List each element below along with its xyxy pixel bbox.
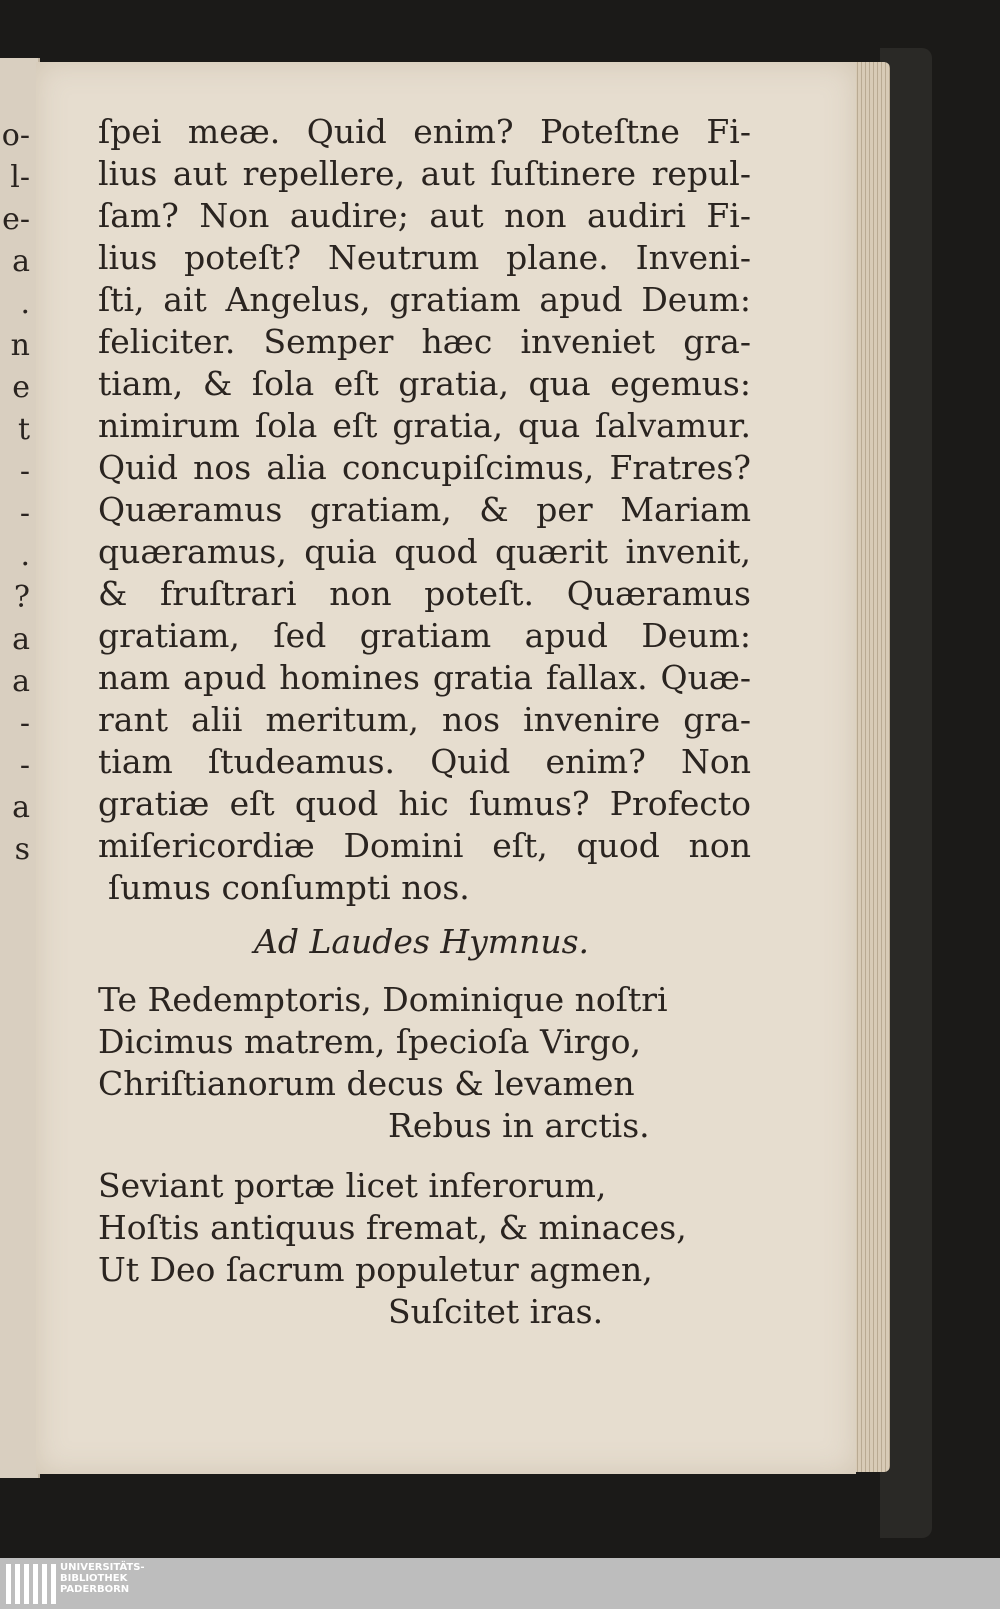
left-fragment: -: [19, 496, 30, 531]
prose-line: gratiam, ſed gratiam apud Deum:: [98, 616, 751, 655]
left-fragment: -: [19, 454, 30, 489]
prose-line: & fruſtrari non poteſt. Quæramus: [98, 574, 751, 613]
prose-line: rant alii meritum, nos invenire gra-: [98, 700, 751, 739]
left-fragment: a: [12, 664, 30, 699]
hymn-verse-short: Rebus in arctis.: [388, 1106, 650, 1145]
hymn-verse: Chriſtianorum decus & levamen: [98, 1064, 635, 1103]
left-fragment: o-: [1, 118, 30, 153]
prose-line: feliciter. Semper hæc inveniet gra-: [98, 322, 751, 361]
left-fragment: n: [10, 328, 30, 363]
prose-line: miſericordiæ Domini eſt, quod non: [98, 826, 751, 865]
left-fragment: e-: [2, 202, 30, 237]
hymn-verse-short: Suſcitet iras.: [388, 1292, 604, 1331]
logo-line: UNIVERSITÄTS-: [60, 1562, 145, 1573]
hymn-verse: Te Redemptoris, Dominique noſtri: [98, 980, 668, 1019]
left-fragment: ?: [13, 580, 30, 615]
left-fragment: -: [19, 748, 30, 783]
library-logo-text: [60, 1562, 145, 1595]
left-fragment: .: [20, 538, 30, 573]
prose-line: nimirum ſola eſt gratia, qua ſalvamur.: [98, 406, 751, 445]
previous-page-edge: [0, 58, 40, 1478]
prose-line: ſti, ait Angelus, gratiam apud Deum:: [98, 280, 751, 319]
prose-line: ſam? Non audire; aut non audiri Fi-: [98, 196, 751, 235]
left-fragment: t: [17, 412, 30, 447]
prose-line: lius poteſt? Neutrum plane. Inveni-: [98, 238, 751, 277]
left-fragment: l-: [10, 160, 30, 195]
left-fragment: s: [14, 832, 30, 867]
prose-line: gratiæ eſt quod hic ſumus? Profecto: [98, 784, 751, 823]
hymn-verse: Dicimus matrem, ſpecioſa Virgo,: [98, 1022, 642, 1061]
library-logo-icon: [6, 1564, 56, 1604]
left-fragment: e: [12, 370, 30, 405]
prose-line: Quid nos alia concupiſcimus, Fratres?: [98, 448, 751, 487]
prose-line: lius aut repellere, aut ſuſtinere repul-: [98, 154, 751, 193]
prose-line: quæramus, quia quod quærit invenit,: [98, 532, 751, 571]
prose-line: ſumus conſumpti nos.: [108, 868, 470, 907]
hymn-verse: Ut Deo ſacrum populetur agmen,: [98, 1250, 653, 1289]
prose-line: ſpei meæ. Quid enim? Poteſtne Fi-: [98, 112, 751, 151]
prose-line: tiam ſtudeamus. Quid enim? Non: [98, 742, 751, 781]
hymn-verse: Hoſtis antiquus fremat, & minaces,: [98, 1208, 687, 1247]
hymn-verse: Seviant portæ licet inferorum,: [98, 1166, 607, 1205]
hymn-heading: Ad Laudes Hymnus.: [254, 922, 590, 961]
prose-line: tiam, & ſola eſt gratia, qua egemus:: [98, 364, 751, 403]
prose-line: nam apud homines gratia fallax. Quæ-: [98, 658, 751, 697]
left-fragment: .: [20, 286, 30, 321]
logo-line: BIBLIOTHEK: [60, 1573, 128, 1584]
book-page: [36, 62, 856, 1474]
left-fragment: a: [12, 790, 30, 825]
left-fragment: a: [12, 622, 30, 657]
left-fragment: -: [19, 706, 30, 741]
prose-line: Quæramus gratiam, & per Mariam: [98, 490, 751, 529]
logo-line: PADERBORN: [60, 1584, 130, 1595]
library-footer-bar: [0, 1558, 1000, 1609]
left-fragment: a: [12, 244, 30, 279]
